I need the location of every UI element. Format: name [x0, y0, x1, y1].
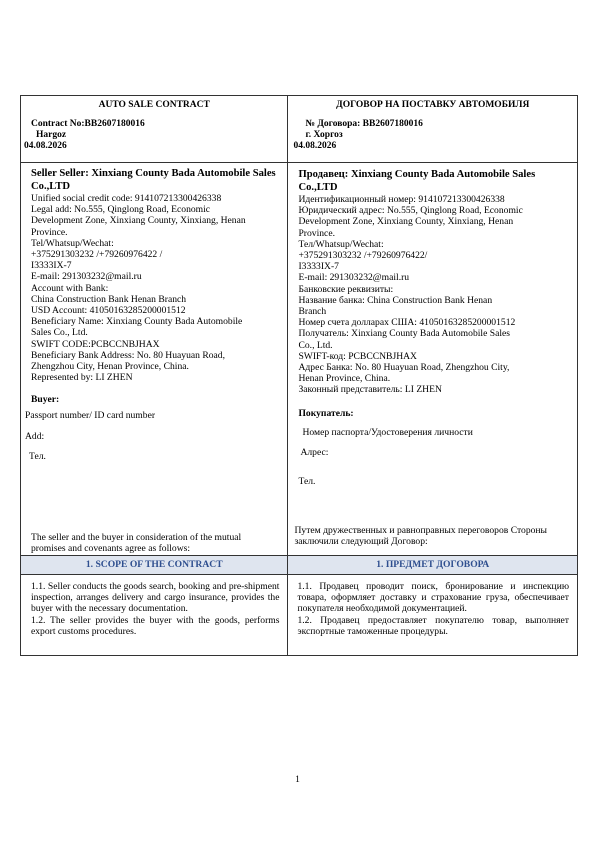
- seller-details-en: [31, 193, 281, 383]
- seller-detail-line: Account with Bank:: [31, 282, 109, 294]
- seller-detail-line: Development Zone, Xinxiang County, Xinxiang, Henan: [298, 216, 514, 228]
- header-cell-en: [21, 96, 288, 163]
- seller-detail-line: Beneficiary Bank Address: No. 80 Huayuan Road,: [31, 349, 225, 361]
- passport-label-en: Passport number/ ID card number: [25, 410, 156, 422]
- clause-1-2-en: 1.2. The seller provides the buyer with the goods, performs export customs procedures.: [31, 614, 280, 637]
- section-title-row: [21, 556, 578, 575]
- clause-1-1-en: 1.1. Seller conducts the goods search, booking and pre-shipment inspection, arranges delivery and cargo insurance, provides the buyer with the necessary documentation.: [31, 581, 280, 615]
- header-row: [21, 96, 578, 163]
- section-title-ru: 1. ПРЕДМЕТ ДОГОВОРА: [288, 556, 578, 575]
- contract-number-ru: № Договора: BB2607180016: [305, 119, 423, 129]
- seller-detail-line: Unified social credit code: 914107213300426338: [31, 193, 222, 204]
- address-label-ru: Алрес:: [300, 447, 329, 459]
- parties-row: [21, 163, 578, 556]
- seller-detail-line: Получатель: Xinxiang County Bada Automobile Sales: [298, 328, 510, 340]
- passport-label-ru: Номер паспорта/Удостоверения личности: [302, 426, 473, 438]
- seller-detail-line: SWIFT-код: PCBCCNBJHAX: [298, 350, 417, 362]
- seller-detail-line: +375291303232 /+79260976422 /: [31, 249, 163, 261]
- seller-detail-line: Sales Co., Ltd.: [31, 327, 88, 339]
- seller-detail-line: Tel/Whatsup/Wechat:: [31, 237, 114, 249]
- contract-title-en: AUTO SALE CONTRACT: [98, 100, 210, 110]
- seller-detail-line: Юридический адрес: No.555, Qinglong Road, Economic: [298, 205, 523, 217]
- contract-place-en: Hargoz: [36, 130, 67, 140]
- seller-detail-line: E-mail: 291303232@mail.ru: [31, 271, 142, 283]
- agreement-text-en: The seller and the buyer in consideration of the mutual promises and covenants agree as follows:: [31, 531, 242, 554]
- seller-detail-line: Province.: [31, 226, 68, 238]
- contract-date-en: 04.08.2026: [24, 141, 67, 151]
- clause-1-2-ru: 1.2. Продавец предоставляет покупателю товар, выполняет экспортные таможенные процедуры.: [297, 614, 569, 637]
- contract-place-ru: г. Хоргоз: [305, 130, 343, 140]
- seller-detail-line: I3333IX-7: [298, 261, 339, 273]
- seller-detail-line: +375291303232 /+79260976422/: [298, 250, 428, 262]
- seller-detail-line: Тел/Whatsup/Wechat:: [298, 238, 384, 250]
- seller-detail-line: Beneficiary Name: Xinxiang County Bada Automobile: [31, 316, 243, 328]
- section-title-en: 1. SCOPE OF THE CONTRACT: [21, 556, 288, 575]
- contract-table: [20, 95, 578, 656]
- seller-detail-line: Номер счета долларах США: 41050163285200001512: [298, 317, 516, 329]
- header-cell-ru: [288, 96, 578, 163]
- contract-date-ru: 04.08.2026: [293, 141, 337, 151]
- buyer-label-en: Buyer:: [31, 394, 60, 406]
- section-content-en: [21, 575, 288, 656]
- parties-cell-en: [21, 163, 288, 556]
- contract-number-en: Contract No:BB2607180016: [31, 119, 145, 129]
- seller-detail-line: I3333IX-7: [31, 260, 72, 272]
- page-number: 1: [295, 775, 300, 785]
- seller-detail-line: E-mail: 291303232@mail.ru: [298, 272, 410, 284]
- seller-detail-line: Банковские реквизиты:: [298, 283, 394, 295]
- seller-details-ru: [298, 194, 571, 396]
- seller-detail-line: Адрес Банка: No. 80 Huayuan Road, Zhengzhou City,: [298, 362, 510, 374]
- seller-detail-line: Название банка: China Construction Bank Henan: [298, 294, 493, 306]
- section-content-ru: [288, 575, 578, 656]
- seller-detail-line: China Construction Bank Henan Branch: [31, 293, 187, 305]
- seller-heading-ru: Продавец: Xinxiang County Bada Automobile Sales Co.,LTD: [298, 169, 536, 193]
- tel-label-ru: Тел.: [298, 476, 316, 488]
- section-content-row: [21, 575, 578, 656]
- seller-heading-en: Seller Seller: Xinxiang County Bada Automobile Sales Co.,LTD: [31, 168, 276, 192]
- address-label-en: Add:: [25, 430, 45, 442]
- seller-detail-line: Branch: [298, 306, 327, 318]
- seller-detail-line: Co., Ltd.: [298, 339, 333, 351]
- seller-detail-line: SWIFT CODE:PCBCCNBJHAX: [31, 338, 160, 350]
- seller-detail-line: Province.: [298, 227, 335, 239]
- parties-cell-ru: [288, 163, 578, 556]
- seller-detail-line: Legal add: No.555, Qinglong Road, Economic: [31, 204, 211, 216]
- seller-detail-line: Zhengzhou City, Henan Province, China.: [31, 361, 189, 373]
- seller-detail-line: Идентификационный номер: 914107213300426338: [298, 194, 505, 205]
- tel-label-en: Тел.: [29, 450, 46, 462]
- seller-detail-line: Development Zone, Xinxiang County, Xinxiang, Henan: [31, 215, 246, 227]
- contract-page: [20, 95, 578, 656]
- seller-detail-line: USD Account: 41050163285200001512: [31, 305, 186, 317]
- contract-title-ru: ДОГОВОР НА ПОСТАВКУ АВТОМОБИЛЯ: [336, 100, 530, 110]
- clause-1-1-ru: 1.1. Продавец проводит поиск, бронирование и инспекцию товара, оформляет доставку и страхование груза, обеспечивает покупателя необходимой документацией.: [297, 581, 569, 615]
- seller-detail-line: Represented by: LI ZHEN: [31, 372, 133, 384]
- buyer-label-ru: Покупатель:: [298, 407, 354, 419]
- seller-detail-line: Законный представитель: LI ZHEN: [298, 384, 442, 396]
- seller-detail-line: Henan Province, China.: [298, 373, 391, 385]
- agreement-text-ru: Путем дружественных и равноправных переговоров Стороны заключили следующий Договор:: [294, 524, 548, 547]
